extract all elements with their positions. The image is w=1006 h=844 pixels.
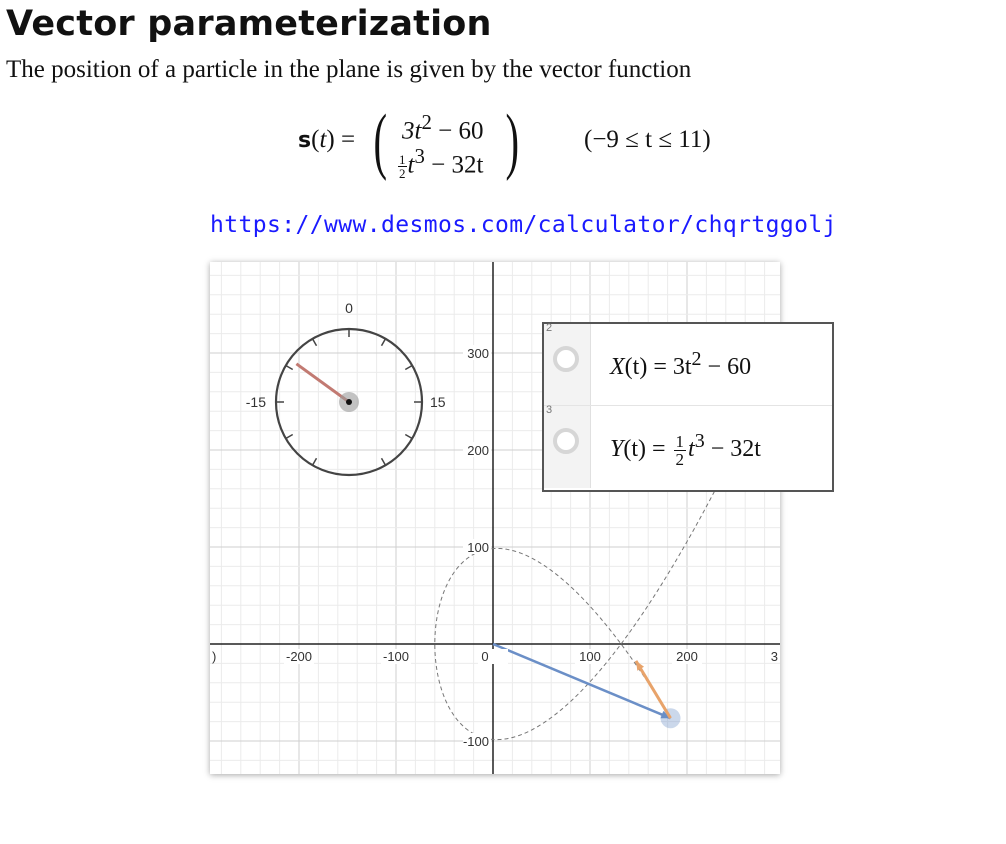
dial-label-right: 15 [430, 394, 446, 410]
dial-tick [313, 458, 317, 465]
visibility-toggle-icon[interactable] [553, 428, 579, 454]
expression-row-x[interactable] [544, 324, 832, 406]
expression-gutter [544, 406, 591, 488]
vector-x-component: $3t^2 - 60$ [402, 110, 484, 145]
vector-symbol: s [298, 128, 312, 153]
expression-x[interactable]: $X(t) = 3t^2 - 60$ [610, 348, 752, 380]
velocity-vector [636, 661, 671, 718]
y-tick-label: 100 [467, 540, 489, 555]
time-dial[interactable] [276, 329, 422, 475]
parameter-range: (−9 ≤ t ≤ 11) [584, 126, 711, 153]
dial-tick [405, 366, 412, 370]
expression-gutter [544, 324, 591, 405]
dial-tick [286, 435, 293, 439]
left-paren: ( [373, 100, 388, 182]
dial-center [346, 399, 352, 405]
desmos-link[interactable]: https://www.desmos.com/calculator/chqrtggolj [210, 212, 837, 238]
y-tick-label: -100 [462, 734, 489, 749]
expression-index: 3 [546, 404, 553, 416]
expression-y[interactable]: Y(t) = $\frac{1}{2}$ $t^3 - 32t$ [610, 430, 761, 469]
x-tick-label: -100 [382, 649, 410, 664]
dial-tick [382, 458, 386, 465]
x-tick-label: 0 [481, 649, 489, 664]
dial-tick [382, 339, 386, 346]
x-tick-label: -200 [285, 649, 313, 664]
dial-tick [405, 435, 412, 439]
dial-label-top: 0 [345, 300, 353, 316]
one-half-fraction: $\frac{1}{2}$ [399, 152, 406, 182]
vector-equation [0, 102, 1006, 184]
right-paren: ) [505, 100, 520, 182]
dial-tick [286, 366, 293, 370]
dial-label-left: -15 [245, 394, 266, 410]
vector-y-component: $\frac{1}{2}$ $t^3 - 32t$ [399, 144, 484, 182]
expression-row-y[interactable] [544, 406, 832, 488]
visibility-toggle-icon[interactable] [553, 346, 579, 372]
one-half-fraction: $\frac{1}{2}$ [675, 431, 685, 469]
expression-panel[interactable] [542, 322, 834, 492]
equation-lhs: s(t) = [298, 126, 356, 153]
x-tick-label-edge: ) [212, 649, 217, 664]
intro-text: The position of a particle in the plane is given by the vector function [6, 56, 692, 83]
x-tick-label-edge: 3 [770, 649, 778, 664]
y-tick-label: 200 [467, 443, 489, 458]
expression-index: 2 [546, 322, 553, 334]
dial-tick [313, 339, 317, 346]
x-tick-label: 100 [579, 649, 601, 664]
y-tick-label: 300 [467, 346, 489, 361]
x-tick-label: 200 [676, 649, 698, 664]
page-title: Vector parameterization [6, 4, 492, 44]
